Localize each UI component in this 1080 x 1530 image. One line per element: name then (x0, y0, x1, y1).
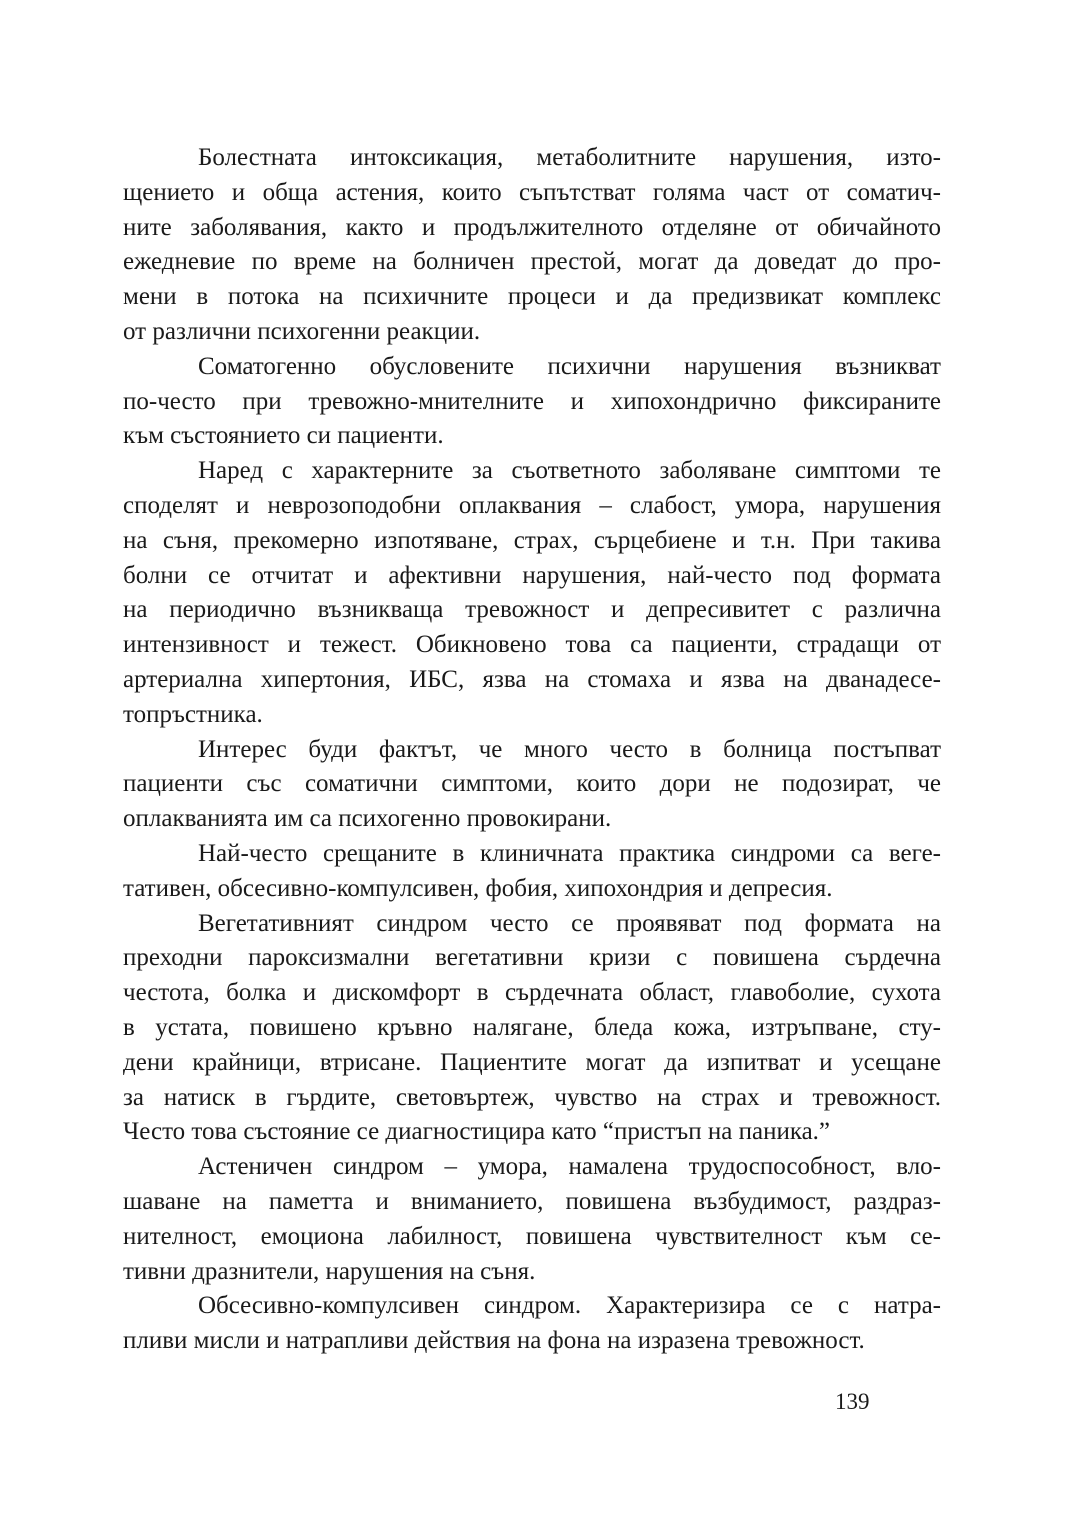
text-line: Обсесивно-компулсивен синдром. Характеризира се с натра- (198, 1292, 941, 1320)
text-line: споделят и неврозоподобни оплаквания – слабост, умора, нарушения (123, 491, 941, 519)
text-line: шаване на паметта и вниманието, повишена възбудимост, раздраз- (123, 1187, 941, 1215)
text-line: ежедневие по време на болничен престой, могат да доведат до про- (123, 248, 941, 276)
text-line: за натиск в гърдите, световъртеж, чувство на страх и тревожност. (123, 1083, 941, 1111)
paragraph (123, 1289, 941, 1359)
text-line: нителност, емоциона лабилност, повишена чувствителност към се- (123, 1222, 941, 1250)
text-line: интензивност и тежест. Обикновено това са пациенти, страдащи от (123, 631, 941, 659)
text-line: мени в потока на психичните процеси и да предизвикат комплекс (123, 283, 941, 311)
body-text (123, 141, 941, 1359)
text-line: дени крайници, втрисане. Пациентите могат да изпитват и усещане (123, 1048, 941, 1076)
text-line: оплакванията им са психогенно провокирани. (123, 805, 612, 833)
paragraph (123, 733, 941, 837)
text-line: по-често при тревожно-мнителните и хипохондрично фиксираните (123, 387, 941, 415)
text-line: на периодично възникваща тревожност и депресивитет с различна (123, 596, 941, 624)
text-line: Соматогенно обусловените психични нарушения възникват (198, 352, 941, 380)
text-line: към състоянието си пациенти. (123, 422, 444, 450)
text-line: тивни дразнители, нарушения на съня. (123, 1257, 536, 1285)
text-line: Болестната интоксикация, метаболитните нарушения, изто- (198, 144, 941, 171)
paragraph (123, 837, 941, 907)
text-line: от различни психогенни реакции. (123, 317, 481, 345)
text-line: тативен, обсесивно-компулсивен, фобия, хипохондрия и депресия. (123, 874, 833, 902)
book-page (123, 0, 941, 1530)
text-line: щението и обща астения, които съпътстват голяма част от соматич- (123, 178, 941, 206)
paragraph (123, 907, 941, 1151)
paragraph (123, 1150, 941, 1289)
text-line: Интерес буди фактът, че много често в болница постъпват (198, 735, 941, 763)
text-line: артериална хипертония, ИБС, язва на стомаха и язва на дванадесе- (123, 665, 941, 693)
text-line: болни се отчитат и афективни нарушения, най-често под формата (123, 561, 941, 589)
text-line: Наред с характерните за съответното заболяване симптоми те (198, 457, 941, 485)
text-line: Астеничен синдром – умора, намалена трудоспособност, вло- (198, 1153, 941, 1181)
text-line: Често това състояние се диагностицира като “пристъп на паника.” (123, 1118, 831, 1146)
text-line: Най-често срещаните в клиничната практика синдроми са веге- (198, 839, 941, 867)
text-line: пливи мисли и натрапливи действия на фона на изразена тревожност. (123, 1327, 865, 1355)
text-line: Вегетативният синдром често се проявяват под формата на (198, 909, 941, 937)
paragraph (123, 350, 941, 454)
text-line: честота, болка и дискомфорт в сърдечната област, главоболие, сухота (123, 979, 941, 1007)
text-line: преходни пароксизмални вегетативни кризи с повишена сърдечна (123, 944, 941, 972)
page-number: 139 (835, 1389, 870, 1414)
paragraph (123, 454, 941, 732)
paragraph (123, 141, 941, 350)
text-line: в устата, повишено кръвно налягане, бледа кожа, изтръпване, сту- (123, 1013, 941, 1041)
text-line: пациенти със соматични симптоми, които дори не подозират, че (123, 770, 941, 798)
text-line: на съня, прекомерно изпотяване, страх, сърцебиене и т.н. При такива (123, 526, 941, 554)
text-line: топръстника. (123, 700, 263, 728)
text-line: ните заболявания, както и продължителното отделяне от обичайното (123, 213, 941, 241)
